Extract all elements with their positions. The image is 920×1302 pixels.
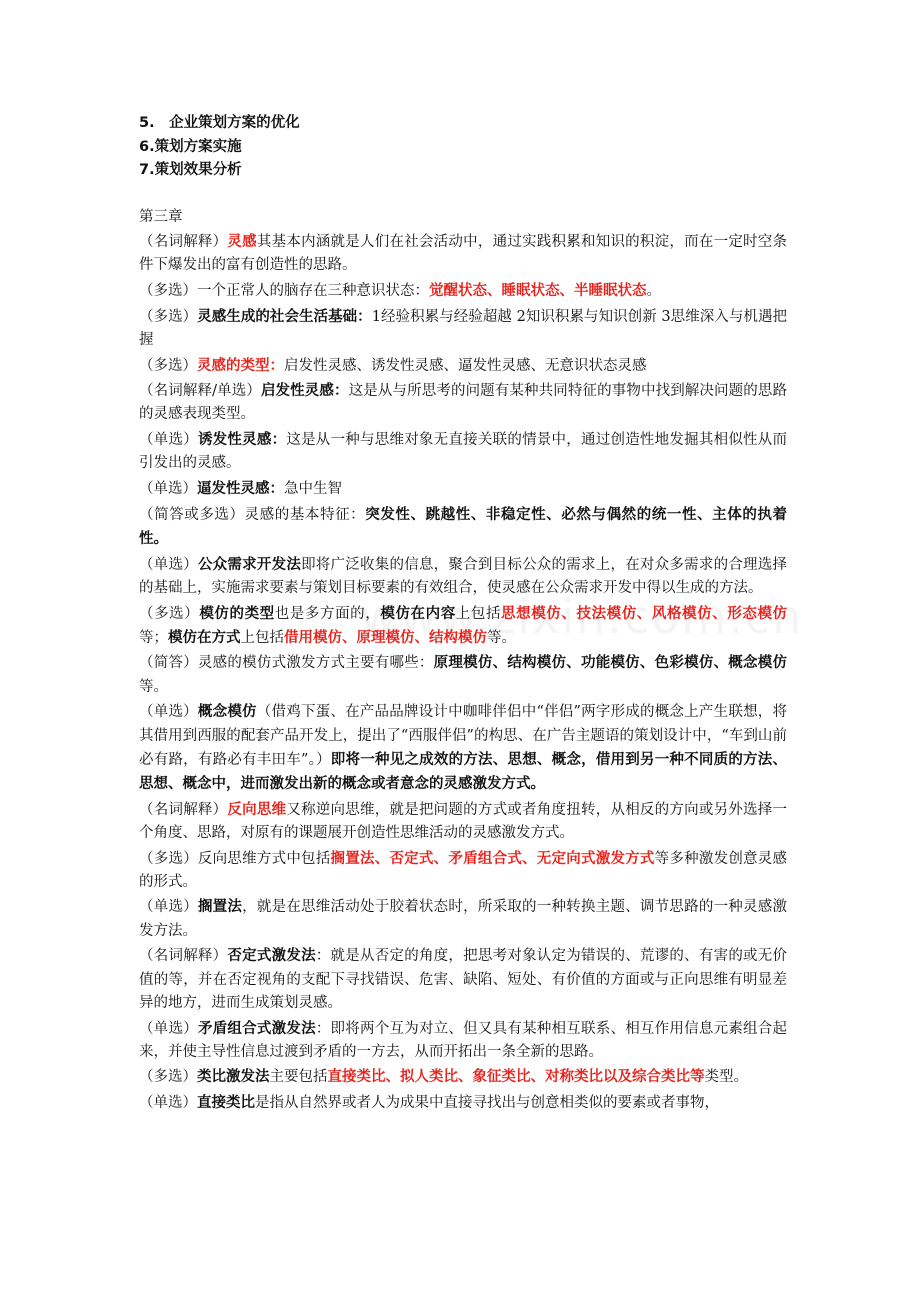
- text-run: ：即将两个互为对立、但又具有某种相互联系、相互作用信息元素组合起来，并使主导性信息过渡到矛盾的一方去，从而开拓出一条全新的思路。: [139, 1020, 788, 1060]
- paragraph: [139, 428, 787, 475]
- paragraph: [139, 1065, 787, 1089]
- text-run: ：就是从否定的角度，把思考对象认定为错误的、荒谬的、有害的或无价值的等，并在否定视角的支配下寻找错误、危害、缺陷、短处、有价值的方面或与正向思维有明显差异的地方，进而生成策划灵感。: [139, 948, 788, 1011]
- highlighted-text: 思想模仿、技法模仿、风格模仿、形态模仿: [501, 604, 788, 622]
- highlighted-text: 直接类比、拟人类比、象征类比、对称类比以及综合类比等: [327, 1068, 705, 1086]
- bold-text: 即将一种见之成效的方法、思想、概念，借用到另一种不同质的方法、思想、概念中，进而激发出新的概念或者意念的灵感激发方式。: [139, 750, 787, 792]
- bold-text: 模仿的类型: [199, 604, 275, 622]
- paragraph: [139, 354, 787, 378]
- bold-text: 突发性、跳越性、非稳定性、必然与偶然的统一性、主体的执着性。: [139, 505, 787, 547]
- bold-text: 公众需求开发法: [197, 555, 302, 573]
- paragraph: [139, 279, 787, 303]
- text-run: （单选）: [139, 432, 198, 449]
- heading-item-5: 5. 企业策划方案的优化: [139, 115, 300, 131]
- text-run: 急中生智: [284, 481, 342, 498]
- bold-text: 模仿在内容: [380, 604, 456, 622]
- text-run: 主要包括: [269, 1069, 328, 1086]
- text-run: （简答）灵感的模仿式激发方式主要有哪些：: [139, 655, 434, 672]
- text-run: 这是从一种与思维对象无直接关联的情景中，通过创造性地发掘其相似性从而引发出的灵感。: [139, 432, 788, 472]
- text-run: （简答或多选）灵感的基本特征：: [139, 506, 366, 523]
- paragraph: [139, 651, 787, 698]
- bold-text: 逼发性灵感：: [197, 480, 284, 498]
- heading-item-6: 6.策划方案实施: [139, 138, 242, 155]
- text-run: （单选）: [139, 704, 198, 721]
- bold-text: 直接类比: [197, 1094, 255, 1112]
- paragraph: [139, 553, 787, 600]
- text-run: （单选）: [139, 1020, 198, 1037]
- text-run: 上包括: [240, 629, 284, 646]
- paragraph: [139, 895, 787, 942]
- text-run: （名词解释）: [139, 948, 228, 965]
- text-run: （名词解释）: [139, 234, 228, 250]
- heading-item-7: 7.策划效果分析: [139, 162, 242, 178]
- bold-text: 搁置法: [197, 898, 243, 916]
- paragraph: [139, 379, 787, 426]
- paragraph: [139, 477, 787, 501]
- bold-text: 灵感生成的社会生活基础：: [197, 307, 372, 325]
- text-run: 1经验积累与经验超越 2知识积累与知识创新 3思维深入与机遇把握: [139, 308, 787, 348]
- paragraph-list: [139, 230, 787, 1115]
- bold-text: 概念模仿: [197, 703, 257, 721]
- text-run: 即将广泛收集的信息，聚合到目标公众的需求上，在对众多需求的合理选择的基础上，实施需求要素与策划目标要素的有效组合，使灵感在公众需求开发中得以生成的方法。: [139, 556, 788, 596]
- paragraph: [139, 847, 787, 894]
- highlighted-text: 觉醒状态、睡眠状态、半睡眠状态: [429, 281, 647, 299]
- highlighted-text: 灵感的类型：: [197, 356, 284, 374]
- paragraph: [139, 798, 787, 845]
- bold-text: 原理模仿、结构模仿、功能模仿、色彩模仿、概念模仿: [433, 654, 788, 672]
- text-run: （名词解释）: [139, 801, 228, 818]
- bold-text: 启发性灵感：: [260, 382, 349, 400]
- highlighted-text: 反向思维: [227, 800, 287, 818]
- text-run: （多选）一个正常人的脑存在三种意识状态：: [139, 282, 429, 299]
- text-run: 这是从与所思考的问题有某种共同特征的事物中找到解决问题的思路的灵感表现类型。: [139, 383, 788, 423]
- document-body: [139, 112, 787, 1115]
- highlighted-text: 灵感: [227, 233, 257, 250]
- paragraph: [139, 1091, 787, 1115]
- text-run: （多选）: [139, 605, 200, 622]
- bold-text: 否定式激发法: [227, 947, 316, 965]
- text-run: （单选）: [139, 481, 197, 498]
- text-run: 也是多方面的，: [274, 605, 381, 622]
- text-run: （多选）: [139, 1069, 197, 1086]
- heading-list: [139, 112, 787, 183]
- text-run: 类型。: [704, 1069, 748, 1086]
- bold-text: 模仿在方式: [168, 628, 241, 646]
- text-run: 等；: [139, 629, 168, 646]
- text-run: （多选）: [139, 308, 198, 325]
- text-run: ，就是在思维活动处于胶着状态时，所采取的一种转换主题、调节思路的一种灵感激发方法。: [139, 899, 788, 939]
- text-run: 启发性灵感、诱发性灵感、逼发性灵感、无意识状态灵感: [284, 357, 647, 374]
- text-run: （名词解释/单选）: [139, 383, 261, 400]
- text-run: （多选）反向思维方式中包括: [139, 850, 331, 867]
- highlighted-text: 借用模仿、原理模仿、结构模仿: [284, 628, 487, 646]
- text-run: 等。: [139, 678, 168, 695]
- paragraph: [139, 1017, 787, 1064]
- paragraph: [139, 503, 787, 551]
- paragraph: [139, 602, 787, 650]
- text-run: 等。: [487, 629, 516, 646]
- text-run: 是指从自然界或者人为成果中直接寻找出与创意相类似的要素或者事物，: [255, 1095, 719, 1112]
- text-run: （单选）: [139, 899, 198, 916]
- text-run: （多选）: [139, 357, 197, 374]
- chapter-title: 第三章: [139, 208, 183, 225]
- paragraph: [139, 700, 787, 796]
- text-run: 。: [646, 282, 661, 299]
- paragraph: [139, 305, 787, 352]
- paragraph: [139, 944, 787, 1015]
- text-run: 等多种激发创意灵感的形式。: [139, 850, 788, 890]
- text-run: 又称逆向思维，就是把问题的方式或者角度扭转，从相反的方向或另外选择一个角度、思路，对原有的课题展开创造性思维活动的灵感激发方式。: [139, 801, 788, 841]
- paragraph: [139, 230, 787, 277]
- text-run: 上包括: [455, 605, 502, 622]
- bold-text: 诱发性灵感：: [197, 431, 287, 449]
- bold-text: 矛盾组合式激发法: [197, 1019, 316, 1037]
- highlighted-text: 搁置法、否定式、矛盾组合式、无定向式激发方式: [330, 849, 655, 867]
- text-run: （单选）: [139, 556, 198, 573]
- bold-text: 类比激发法: [197, 1068, 270, 1086]
- text-run: 其基本内涵就是人们在社会活动中，通过实践积累和知识的积淀，而在一定时空条件下爆发出的富有创造性的思路。: [139, 234, 788, 274]
- text-run: （单选）: [139, 1095, 197, 1112]
- text-run: （借鸡下蛋、在产品品牌设计中咖啡伴侣中“伴侣”两字形成的概念上产生联想，将其借用到西服的配套产品开发上，提出了“西服伴侣”的构思、在广告主题语的策划设计中，“车到山前必有路，有路必有丰田车”。）: [139, 704, 788, 768]
